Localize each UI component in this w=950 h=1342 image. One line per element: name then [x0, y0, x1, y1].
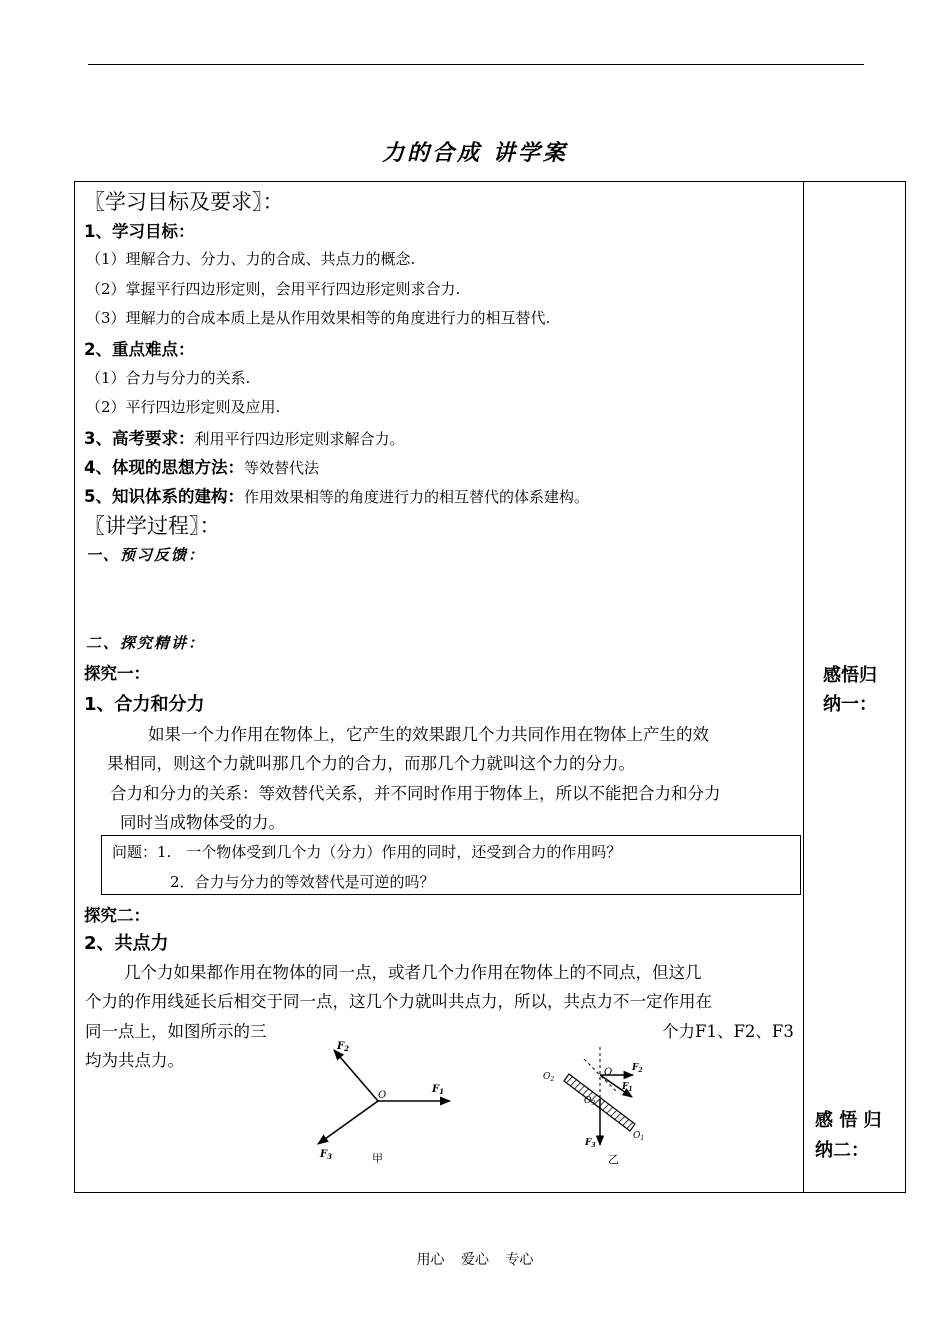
point-o-label: O	[378, 1090, 387, 1101]
paragraph3-line: 个力F1、F2、F3	[662, 1022, 794, 1041]
key-item: （2）平行四边形定则及应用.	[86, 398, 281, 416]
figure-b-concurrent-forces	[540, 1045, 670, 1170]
method-text: 等效替代法	[243, 459, 319, 477]
point-o1-label: $O_1$	[633, 1131, 645, 1142]
key-label: 2、重点难点：	[84, 340, 195, 359]
f1-label: $F_1$	[432, 1084, 444, 1096]
method-label: 4、体现的思想方法：	[84, 458, 244, 477]
paragraph2-line: 合力和分力的关系：等效替代关系，并不同时作用于物体上，所以不能把合力和分力	[110, 784, 721, 803]
f2-label: $F_2$	[337, 1041, 349, 1053]
point-o3-label: $O_3$	[584, 1096, 596, 1107]
topic1-heading: 1、合力和分力	[84, 694, 205, 715]
exam-label: 3、高考要求：	[84, 429, 195, 448]
f2-label: $F_2$	[632, 1063, 643, 1074]
preview-heading: 一、预习反馈：	[86, 546, 206, 564]
method-line	[84, 454, 319, 478]
paragraph1-line: 果相同，则这个力就叫那几个力的合力，而那几个力就叫这个力的分力。	[107, 754, 635, 773]
paragraph3-line: 几个力如果都作用在物体的同一点，或者几个力作用在物体上的不同点，但这几	[124, 963, 702, 982]
inquiry1-label: 探究一：	[84, 664, 150, 683]
system-label: 5、知识体系的建构：	[84, 487, 244, 506]
inquiry2-label: 探究二：	[84, 906, 150, 925]
figure-a-concurrent-forces	[300, 1030, 460, 1170]
question-line: 2．合力与分力的等效替代是可逆的吗？	[170, 873, 435, 891]
paragraph3-line: 同一点上，如图所示的三	[85, 1022, 267, 1041]
f3-label: $F_3$	[320, 1149, 332, 1161]
question-line: 问题：1. 一个物体受到几个力（分力）作用的同时，还受到合力的作用吗？	[112, 843, 622, 861]
objectives-heading: 〖学习目标及要求〗：	[84, 190, 284, 214]
paragraph3-line: 个力的作用线延长后相交于同一点，这几个力就叫共点力，所以，共点力不一定作用在	[85, 992, 712, 1011]
reflection-1-label: 纳一：	[823, 694, 877, 715]
goal-label: 1、学习目标：	[84, 222, 195, 241]
exam-text: 利用平行四边形定则求解合力。	[194, 430, 405, 448]
footer-text: 爱心	[461, 1252, 489, 1268]
reflection-2-label: 感 悟 归	[815, 1110, 882, 1131]
figure-b-caption: 乙	[608, 1153, 619, 1166]
point-o-label: O	[604, 1067, 613, 1078]
goal-item: （2）掌握平行四边形定则，会用平行四边形定则求合力.	[86, 280, 461, 298]
exam-line	[84, 425, 405, 449]
system-line	[84, 483, 589, 507]
explore-heading: 二、探究精讲：	[86, 634, 206, 652]
point-o2-label: $O_2$	[543, 1072, 555, 1083]
figure-a-caption: 甲	[372, 1152, 383, 1165]
header-rule	[88, 64, 864, 65]
goal-item: （1）理解合力、分力、力的合成、共点力的概念.	[86, 250, 416, 268]
force-f2-arrow	[334, 1050, 378, 1101]
paragraph1-line: 如果一个力作用在物体上，它产生的效果跟几个力共同作用在物体上产生的效	[148, 725, 709, 744]
topic2-heading: 2、共点力	[84, 933, 169, 954]
reflection-1-label: 感悟归	[823, 665, 877, 686]
f3-label: $F_3$	[585, 1138, 596, 1149]
footer-text: 用心	[416, 1252, 445, 1268]
page-footer	[0, 1249, 950, 1269]
process-heading: 〖讲学过程〗：	[84, 514, 221, 538]
paragraph2-line: 同时当成物体受的力。	[120, 813, 285, 832]
system-text: 作用效果相等的角度进行力的相互替代的体系建构。	[243, 488, 589, 506]
paragraph3-line: 均为共点力。	[85, 1051, 184, 1070]
f1-label: $F_1$	[622, 1082, 633, 1093]
key-item: （1）合力与分力的关系.	[86, 369, 251, 387]
goal-item: （3）理解力的合成本质上是从作用效果相等的角度进行力的相互替代.	[86, 309, 551, 327]
reflection-2-label: 纳二：	[815, 1140, 869, 1161]
force-f3-arrow	[318, 1101, 378, 1144]
document-title: 力的合成 讲学案	[382, 140, 568, 166]
footer-text: 专心	[505, 1252, 534, 1268]
column-divider	[803, 181, 804, 1193]
